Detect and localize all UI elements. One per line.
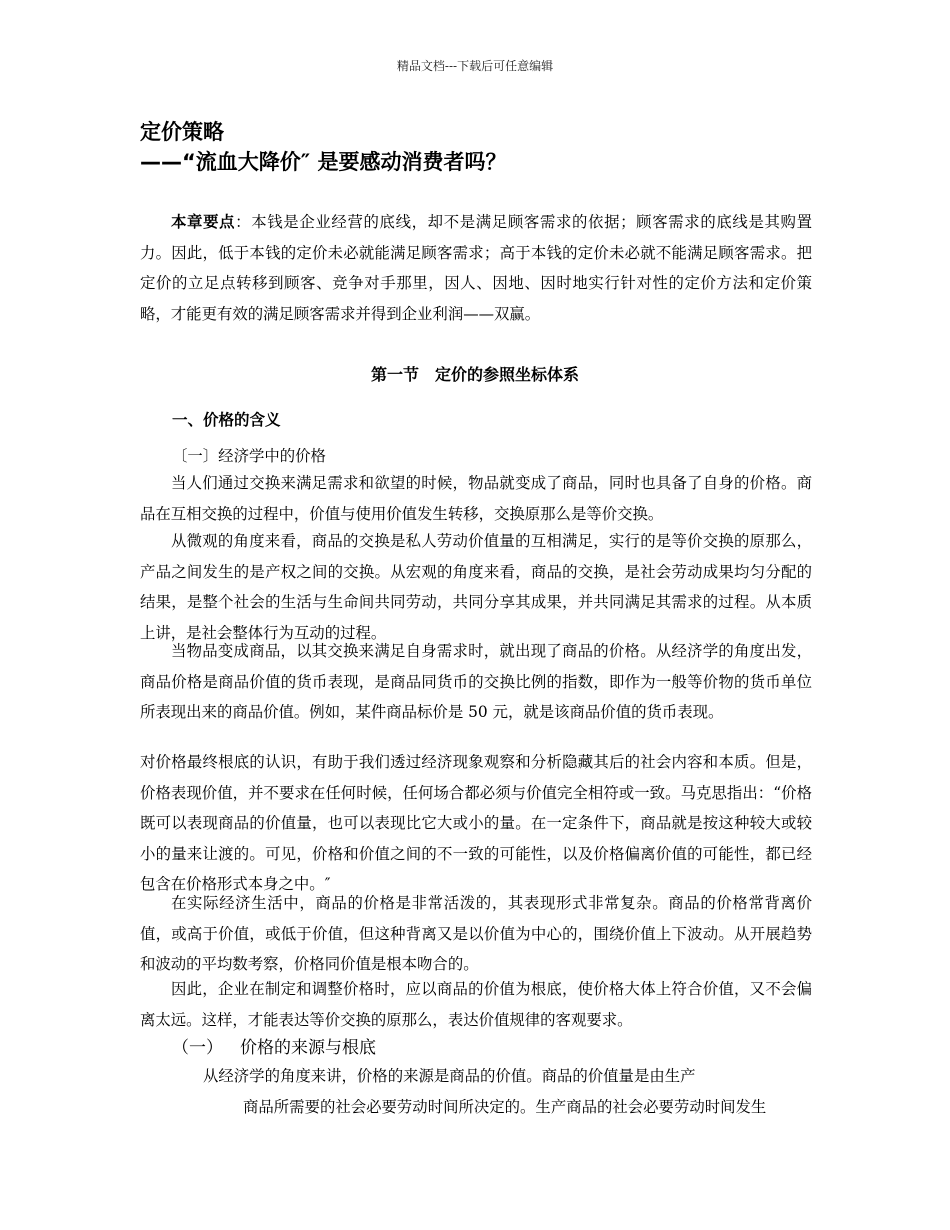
subsection-heading: 一、价格的含义 bbox=[172, 410, 281, 429]
key-points-text: ：本钱是企业经营的底线，却不是满足顾客需求的依据；顾客需求的底线是其购置力。因此，低于本钱的定价未必就能满足顾客需求；高于本钱的定价未必就不能满足顾客需求。把定价的立足点转移到顾客、竞争对手那里，因人、因地、因时地实行针对性的定价方法和定价策略，才能更有效的满足顾客需求并得到企业利润——双赢。 bbox=[140, 213, 812, 323]
sub-subsection-heading: 〔一〕经济学中的价格 bbox=[172, 447, 326, 465]
heading-text: 价格的来源与根底 bbox=[240, 1038, 376, 1058]
paragraph-line: 从经济学的角度来讲，价格的来源是商品的价值。商品的价值量是由生产 bbox=[203, 1067, 696, 1085]
numbered-heading bbox=[172, 1033, 376, 1058]
paragraph: 因此，企业在制定和调整价格时，应以商品的价值为根底，使价格大体上符合价值，又不会偏离太远。这样，才能表达等价交换的原那么，表达价值规律的客观要求。 bbox=[140, 980, 812, 1029]
paragraph: 对价格最终根底的认识，有助于我们透过经济现象观察和分析隐藏其后的社会内容和本质。但是，价格表现价值，并不要求在任何时候，任何场合都必须与价值完全相符或一致。马克思指出：“价格既可以表现商品的价值量，也可以表现比它大或小的量。在一定条件下，商品就是按这种较大或较小的量来让渡的。可见，价格和价值之间的不一致的可能性，以及价格偏离价值的可能性，都已经包含在价格形式本身之中。″ bbox=[140, 753, 812, 893]
heading-number: （一） bbox=[172, 1038, 223, 1058]
paragraph: 从微观的角度来看，商品的交换是私人劳动价值量的互相满足，实行的是等价交换的原那么，产品之间发生的是产权之间的交换。从宏观的角度来看，商品的交换，是社会劳动成果均匀分配的结果，是整个社会的生活与生命间共同劳动，共同分享其成果，并共同满足其需求的过程。从本质上讲，是社会整体行为互动的过程。 bbox=[140, 532, 812, 642]
paragraph-line: 商品所需要的社会必要劳动时间所决定的。生产商品的社会必要劳动时间发生 bbox=[243, 1098, 767, 1116]
paragraph: 当人们通过交换来满足需求和欲望的时候，物品就变成了商品，同时也具备了自身的价格。商品在互相交换的过程中，价值与使用价值发生转移，交换原那么是等价交换。 bbox=[140, 474, 812, 523]
paragraph: 在实际经济生活中，商品的价格是非常活泼的，其表现形式非常复杂。商品的价格常背离价值，或高于价值，或低于价值，但这种背离又是以价值为中心的，围绕价值上下波动。从开展趋势和波动的平均数考察，价格同价值是根本吻合的。 bbox=[140, 894, 812, 973]
page-header: 精品文档---下载后可任意编辑 bbox=[396, 59, 554, 73]
paragraph: 当物品变成商品，以其交换来满足自身需求时，就出现了商品的价格。从经济学的角度出发，商品价格是商品价值的货币表现，是商品同货币的交换比例的指数，即作为一般等价物的货币单位所表现出来的商品价值。例如，某件商品标价是 50 元，就是该商品价值的货币表现。 bbox=[140, 642, 812, 721]
section-title: 第一节 定价的参照坐标体系 bbox=[370, 365, 579, 384]
key-points-label: 本章要点 bbox=[171, 213, 236, 231]
chapter-title: 定价策略 bbox=[140, 120, 224, 144]
chapter-subtitle: ——“流血大降价″ 是要感动消费者吗？ bbox=[140, 150, 507, 174]
key-points-paragraph bbox=[140, 207, 812, 329]
